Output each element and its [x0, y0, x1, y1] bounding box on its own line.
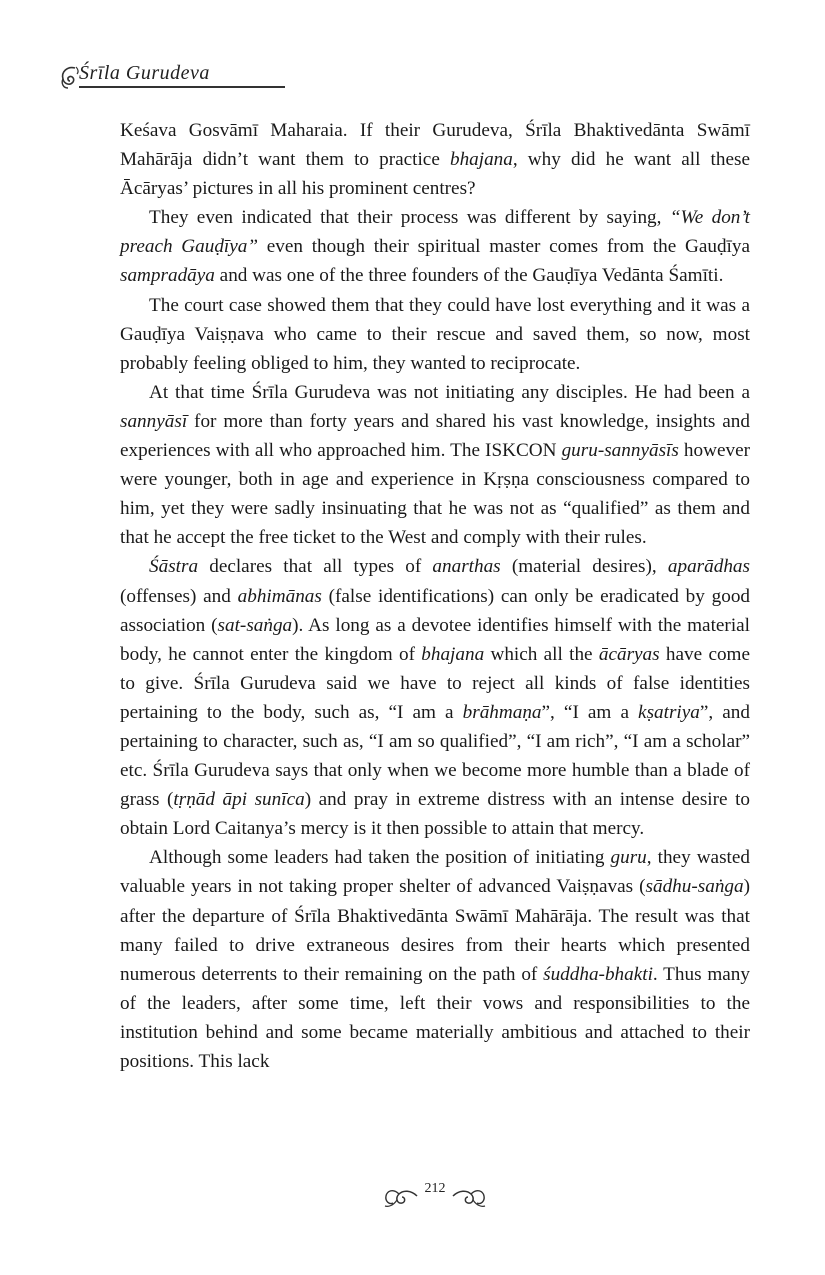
- italic-term: sat-saṅga: [217, 614, 293, 636]
- italic-term: abhimānas: [237, 585, 322, 607]
- text-run: ). As long as a devotee identifies himself with the material body, he cannot enter the kingdom of: [120, 614, 750, 665]
- running-head-title: Śrīla Gurudeva: [79, 62, 210, 84]
- paragraph: [120, 552, 750, 843]
- italic-term: kṣatriya: [638, 701, 700, 723]
- italic-term: tṛṇād āpi sunīca: [173, 789, 305, 811]
- italic-term: śuddha-bhakti: [543, 963, 653, 985]
- paragraph: [120, 203, 750, 290]
- text-run: ”, and pertaining to character, such as, “I am so qualified”, “I am rich”, “I am a scholar” etc. Śrīla Gurudeva says that only when we become more humble than a blade of grass (: [120, 701, 750, 811]
- paragraph: [120, 116, 750, 203]
- italic-term: sannyāsī: [120, 410, 188, 432]
- paragraph: [120, 291, 750, 378]
- text-run: (false identifications) can only be eradicated by good association (: [120, 585, 751, 636]
- text-run: however were younger, both in age and experience in Kṛṣṇa consciousness compared to him, yet they were sadly insinuating that he was not as “qualified” as them and that he accept the free ticket to the West and comply with their rules.: [120, 440, 750, 549]
- text-run: even though their spiritual master comes from the Gauḍīya: [258, 236, 750, 258]
- left-flourish-icon: [383, 1182, 419, 1210]
- running-head: [57, 58, 285, 92]
- paragraph: [120, 378, 750, 553]
- text-run: declares that all types of: [198, 556, 433, 578]
- italic-term: “We don’t preach Gauḍīya”: [120, 207, 750, 258]
- text-run: Keśava Gosvāmī Maharaia. If their Gurudeva, Śrīla Bhaktivedānta Swāmī Mahārāja didn’t want them to practice: [120, 120, 750, 171]
- italic-term: bhajana: [449, 149, 513, 171]
- page-number: 212: [424, 1181, 446, 1196]
- italic-term: brāhmaṇa: [462, 701, 542, 723]
- italic-term: ācāryas: [598, 643, 660, 665]
- text-run: , they wasted valuable years in not taking proper shelter of advanced Vaiṣṇavas (: [120, 847, 750, 898]
- page-body: [120, 116, 750, 1076]
- text-run: for more than forty years and shared his vast knowledge, insights and experiences with all who approached him. The ISKCON: [120, 410, 750, 462]
- text-run: and was one of the three founders of the Gauḍīya Vedānta Śamīti.: [214, 265, 724, 287]
- text-run: ) after the departure of Śrīla Bhaktivedānta Swāmī Mahārāja. The result was that many failed to drive extraneous desires from their hearts which presented numerous deterrents to their remaining on the path of: [120, 876, 750, 985]
- italic-term: bhajana: [421, 643, 485, 665]
- text-run: ”, “I am a: [541, 701, 639, 723]
- text-run: . Thus many of the leaders, after some time, left their vows and responsibilities to the institution behind and some became materially ambitious and attached to their positions. This lack: [120, 963, 750, 1072]
- italic-term: guru-sannyāsīs: [561, 440, 679, 462]
- italic-term: sampradāya: [120, 265, 215, 287]
- right-flourish-icon: [451, 1182, 487, 1210]
- italic-term: sādhu-saṅga: [645, 876, 744, 898]
- text-run: The court case showed them that they could have lost everything and it was a Gauḍīya Vaiṣṇava who came to their rescue and saved them, so now, most probably feeling obliged to him, they wanted to reciprocate.: [120, 294, 750, 374]
- running-head-rule: [79, 86, 285, 88]
- text-run: They even indicated that their process was different by saying,: [149, 207, 670, 229]
- text-run: , why did he want all these Ācāryas’ pictures in all his prominent centres?: [120, 149, 750, 200]
- italic-term: Śāstra: [149, 556, 199, 578]
- italic-term: guru: [610, 847, 647, 869]
- text-run: have come to give. Śrīla Gurudeva said we have to reject all kinds of false identities pertaining to the body, such as, “I am a: [120, 643, 750, 723]
- text-run: At that time Śrīla Gurudeva was not initiating any disciples. He had been a: [149, 381, 750, 403]
- paragraph: [120, 843, 750, 1076]
- text-run: (offenses) and: [120, 585, 238, 607]
- text-run: ) and pray in extreme distress with an intense desire to obtain Lord Caitanya’s mercy is it then possible to attain that mercy.: [120, 789, 751, 840]
- page-footer: [383, 1178, 487, 1214]
- italic-term: anarthas: [432, 556, 501, 578]
- text-run: (material desires),: [500, 556, 668, 578]
- text-run: which all the: [484, 643, 599, 665]
- italic-term: aparādhas: [667, 556, 750, 578]
- text-run: Although some leaders had taken the position of initiating: [149, 847, 611, 869]
